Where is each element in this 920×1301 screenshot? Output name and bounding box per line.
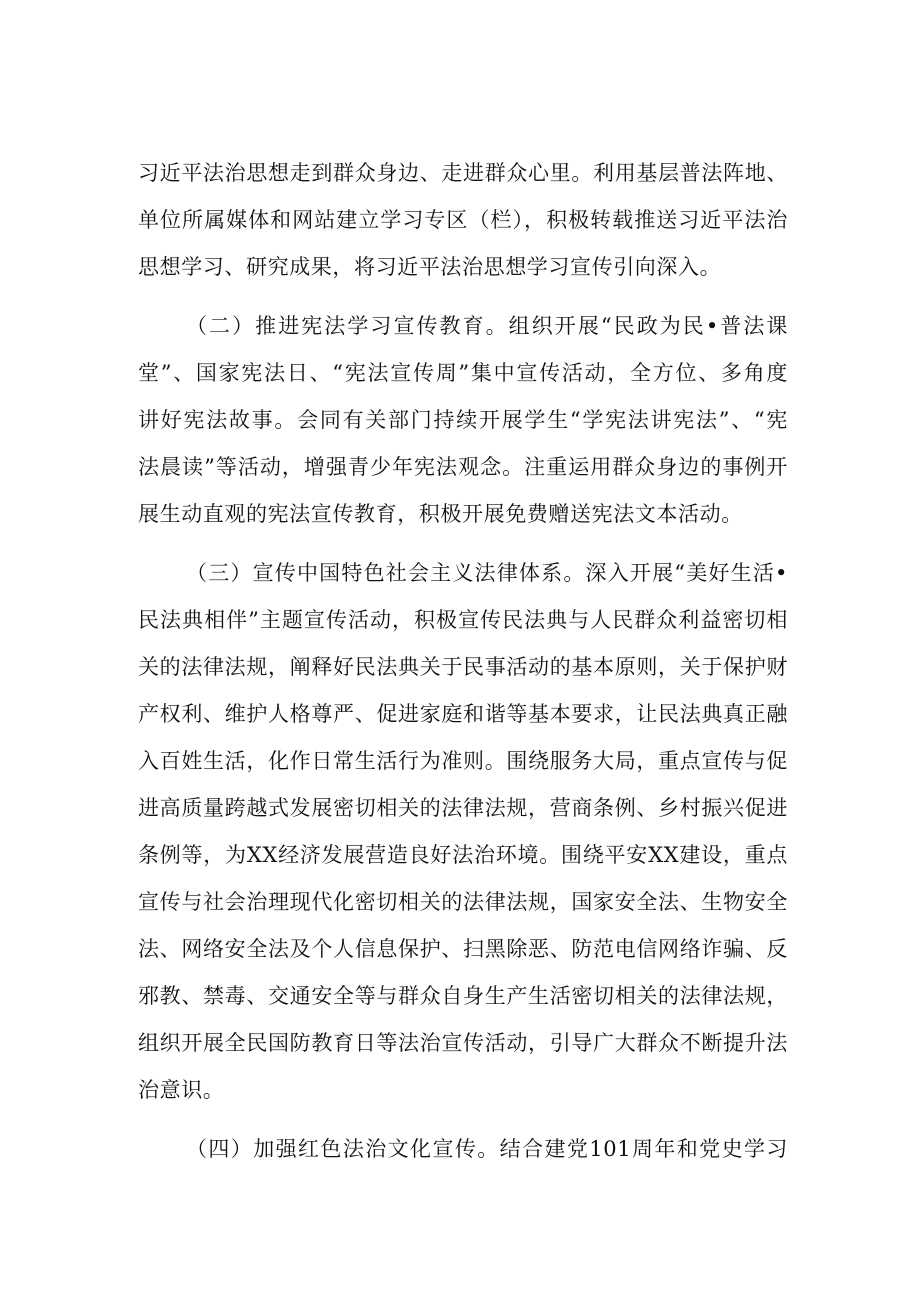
text-line: 邪教、禁毒、交通安全等与群众自身生产生活密切相关的法律法规， [138, 984, 788, 1008]
paragraph-2 [138, 303, 788, 538]
text-line: （三）宣传中国特色社会主义法律体系。深入开展“美好生活• [186, 561, 788, 585]
text-line: 民法典相伴”主题宣传活动，积极宣传民法典与人民群众利益密切相 [138, 608, 788, 632]
text-line: 展生动直观的宪法宣传教育，积极开展免费赠送宪法文本活动。 [138, 502, 743, 526]
paragraph-gap [138, 291, 788, 303]
text-line: 入百姓生活，化作日常生活行为准则。围绕服务大局，重点宣传与促 [138, 749, 788, 773]
text-line: 宣传与社会治理现代化密切相关的法律法规，国家安全法、生物安全 [138, 890, 788, 914]
paragraph-4 [138, 1126, 788, 1173]
text-line: 单位所属媒体和网站建立学习专区（栏），积极转载推送习近平法治 [138, 208, 788, 232]
text-line: （二）推进宪法学习宣传教育。组织开展“民政为民•普法课 [186, 314, 788, 338]
text-line: 习近平法治思想走到群众身边、走进群众心里。利用基层普法阵地、 [138, 161, 788, 185]
text-line: 堂”、国家宪法日、“宪法宣传周”集中宣传活动，全方位、多角度 [138, 361, 788, 385]
text-line: 思想学习、研究成果，将习近平法治思想学习宣传引向深入。 [138, 255, 722, 279]
paragraph-1 [138, 150, 788, 291]
paragraph-gap [138, 538, 788, 550]
document-body [138, 150, 788, 1173]
text-line: 关的法律法规，阐释好民法典关于民事活动的基本原则，关于保护财 [138, 655, 788, 679]
text-line: 治意识。 [138, 1078, 225, 1102]
text-line: 条例等，为XX经济发展营造良好法治环境。围绕平安XX建设，重点 [138, 843, 788, 867]
text-line: 讲好宪法故事。会同有关部门持续开展学生“学宪法讲宪法”、“宪 [138, 408, 788, 432]
paragraph-gap [138, 1114, 788, 1126]
text-line: 组织开展全民国防教育日等法治宣传活动，引导广大群众不断提升法 [138, 1031, 788, 1055]
text-line: 进高质量跨越式发展密切相关的法律法规，营商条例、乡村振兴促进 [138, 796, 788, 820]
text-line: 产权利、维护人格尊严、促进家庭和谐等基本要求，让民法典真正融 [138, 702, 788, 726]
text-line: 法、网络安全法及个人信息保护、扫黑除恶、防范电信网络诈骗、反 [138, 937, 788, 961]
text-line: 法晨读”等活动，增强青少年宪法观念。注重运用群众身边的事例开 [138, 455, 788, 479]
text-line: （四）加强红色法治文化宣传。结合建党101周年和党史学习 [186, 1137, 788, 1161]
paragraph-3 [138, 550, 788, 1114]
